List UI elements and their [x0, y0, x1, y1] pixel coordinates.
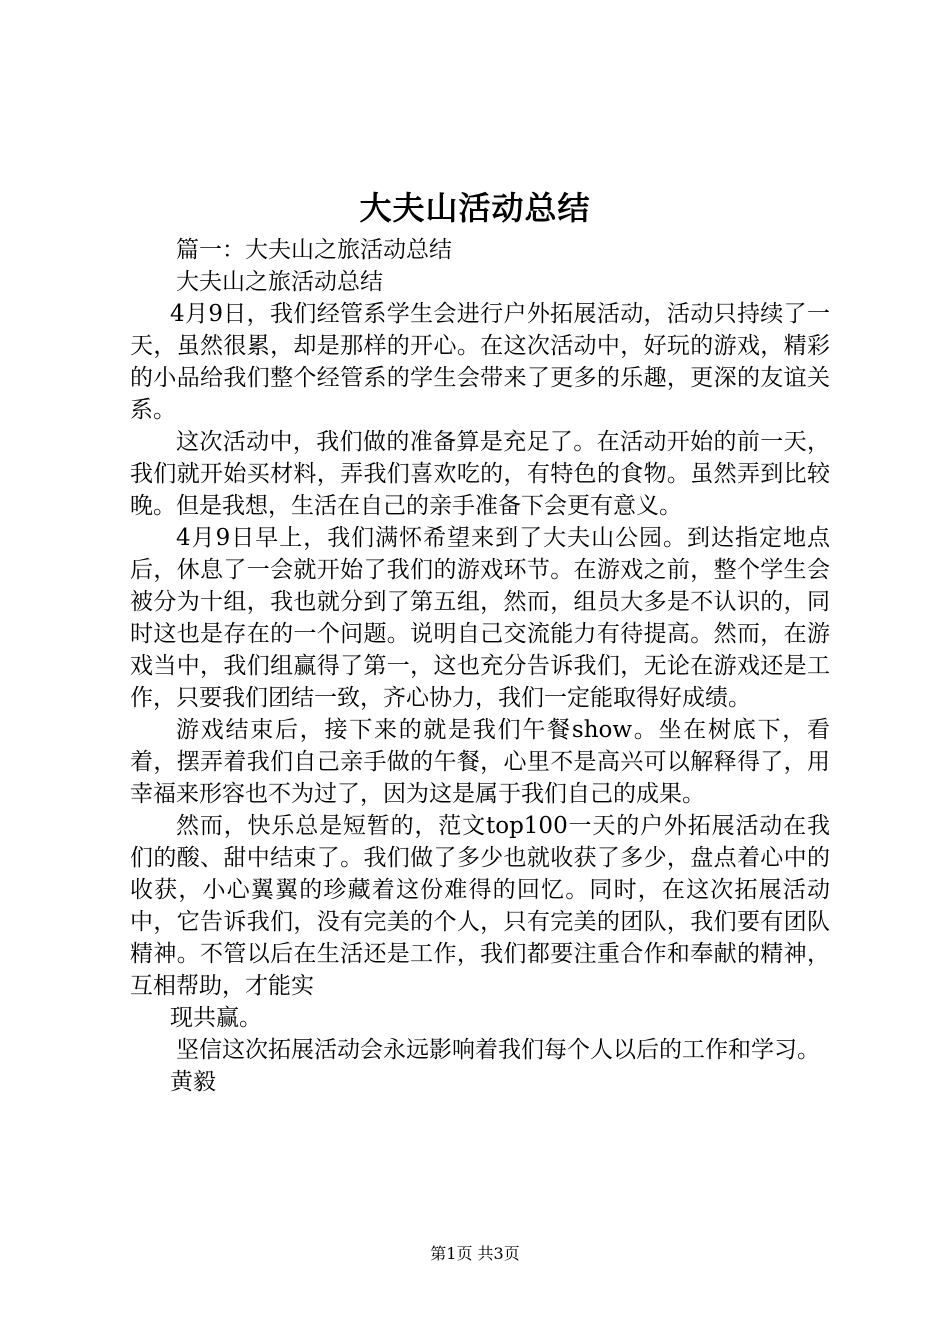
- section-heading: 篇一：大夫山之旅活动总结: [176, 237, 452, 263]
- paragraph-7: 坚信这次拓展活动会永远影响着我们每个人以后的工作和学习。: [176, 1037, 820, 1063]
- paragraph-6: 现共赢。: [170, 1005, 262, 1031]
- article-subtitle: 大夫山之旅活动总结: [176, 269, 383, 295]
- page-indicator: 第1页 共3页: [430, 1244, 520, 1263]
- paragraph-2: 这次活动中，我们做的准备算是充足了。在活动开始的前一天，我们就开始买材料，弄我们喜欢吃的，有特色的食物。虽然弄到比较晚。但是我想，生活在自己的亲手准备下会更有意义。: [130, 429, 830, 519]
- paragraph-5: 然而，快乐总是短暂的，范文top100一天的户外拓展活动在我们的酸、甜中结束了。我们做了多少也就收获了多少，盘点着心中的收获，小心翼翼的珍藏着这份难得的回忆。同时，在这次拓展活动中，它告诉我们，没有完美的个人，只有完美的团队，我们要有团队精神。不管以后在生活还是工作，我们都要注重合作和奉献的精神，互相帮助，才能实: [130, 813, 830, 999]
- paragraph-4: 游戏结束后，接下来的就是我们午餐show。坐在树底下，看着，摆弄着我们自己亲手做的午餐，心里不是高兴可以解释得了，用幸福来形容也不为过了，因为这是属于我们自己的成果。: [130, 717, 830, 807]
- author-signature: 黄毅: [170, 1069, 216, 1095]
- paragraph-1: 4月9日，我们经管系学生会进行户外拓展活动，活动只持续了一天，虽然很累，却是那样的开心。在这次活动中，好玩的游戏，精彩的小品给我们整个经管系的学生会带来了更多的乐趣，更深的友谊关系。: [130, 301, 830, 423]
- document-title: 大夫山活动总结: [359, 189, 591, 227]
- document-body: [130, 234, 830, 1098]
- paragraph-3: 4月9日早上，我们满怀希望来到了大夫山公园。到达指定地点后，休息了一会就开始了我们的游戏环节。在游戏之前，整个学生会被分为十组，我也就分到了第五组，然而，组员大多是不认识的，同时这也是存在的一个问题。说明自己交流能力有待提高。然而，在游戏当中，我们组赢得了第一，这也充分告诉我们，无论在游戏还是工作，只要我们团结一致，齐心协力，我们一定能取得好成绩。: [130, 525, 830, 711]
